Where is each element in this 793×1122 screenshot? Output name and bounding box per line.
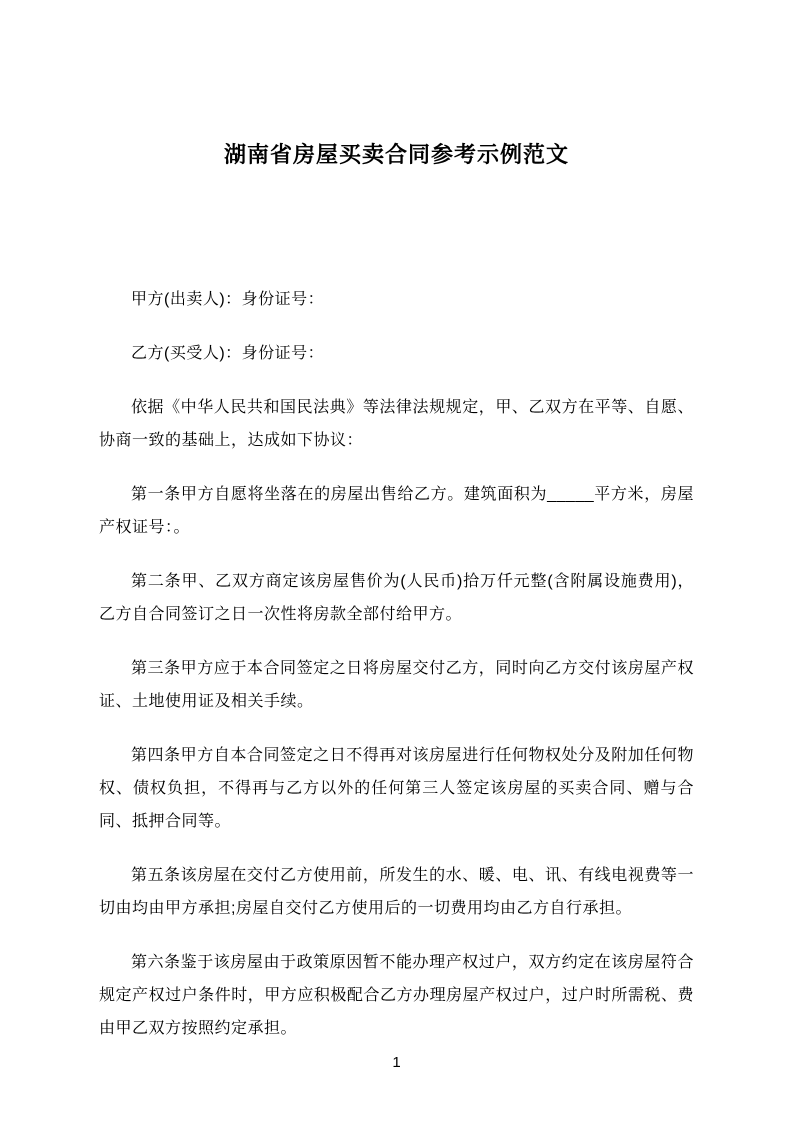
paragraph-clause-1: 第一条甲方自愿将坐落在的房屋出售给乙方。建筑面积为_____平方米，房屋产权证号：。 — [99, 485, 694, 536]
paragraph-clause-5: 第五条该房屋在交付乙方使用前，所发生的水、暖、电、讯、有线电视费等一切由均由甲方承担;房屋自交付乙方使用后的一切费用均由乙方自行承担。 — [99, 866, 694, 917]
document-title: 湖南省房屋买卖合同参考示例范文 — [223, 142, 569, 167]
paragraph-clause-3: 第三条甲方应于本合同签定之日将房屋交付乙方，同时向乙方交付该房屋产权证、土地使用证及相关手续。 — [99, 659, 694, 710]
paragraph-party-b: 乙方(买受人)：身份证号： — [131, 344, 325, 362]
paragraph-preamble: 依据《中华人民共和国民法典》等法律法规规定，甲、乙双方在平等、自愿、协商一致的基础上，达成如下协议： — [99, 398, 694, 449]
paragraph-clause-2: 第二条甲、乙双方商定该房屋售价为(人民币)拾万仟元整(含附属设施费用)，乙方自合同签订之日一次性将房款全部付给甲方。 — [99, 572, 694, 623]
document-body — [99, 283, 694, 1045]
page-number: 1 — [392, 1054, 401, 1071]
paragraph-party-a: 甲方(出卖人)：身份证号： — [131, 290, 325, 308]
paragraph-clause-6: 第六条鉴于该房屋由于政策原因暂不能办理产权过户，双方约定在该房屋符合规定产权过户条件时，甲方应积极配合乙方办理房屋产权过户，过户时所需税、费由甲乙双方按照约定承担。 — [99, 953, 694, 1037]
paragraph-clause-4: 第四条甲方自本合同签定之日不得再对该房屋进行任何物权处分及附加任何物权、债权负担，不得再与乙方以外的任何第三人签定该房屋的买卖合同、赠与合同、抵押合同等。 — [99, 746, 694, 830]
